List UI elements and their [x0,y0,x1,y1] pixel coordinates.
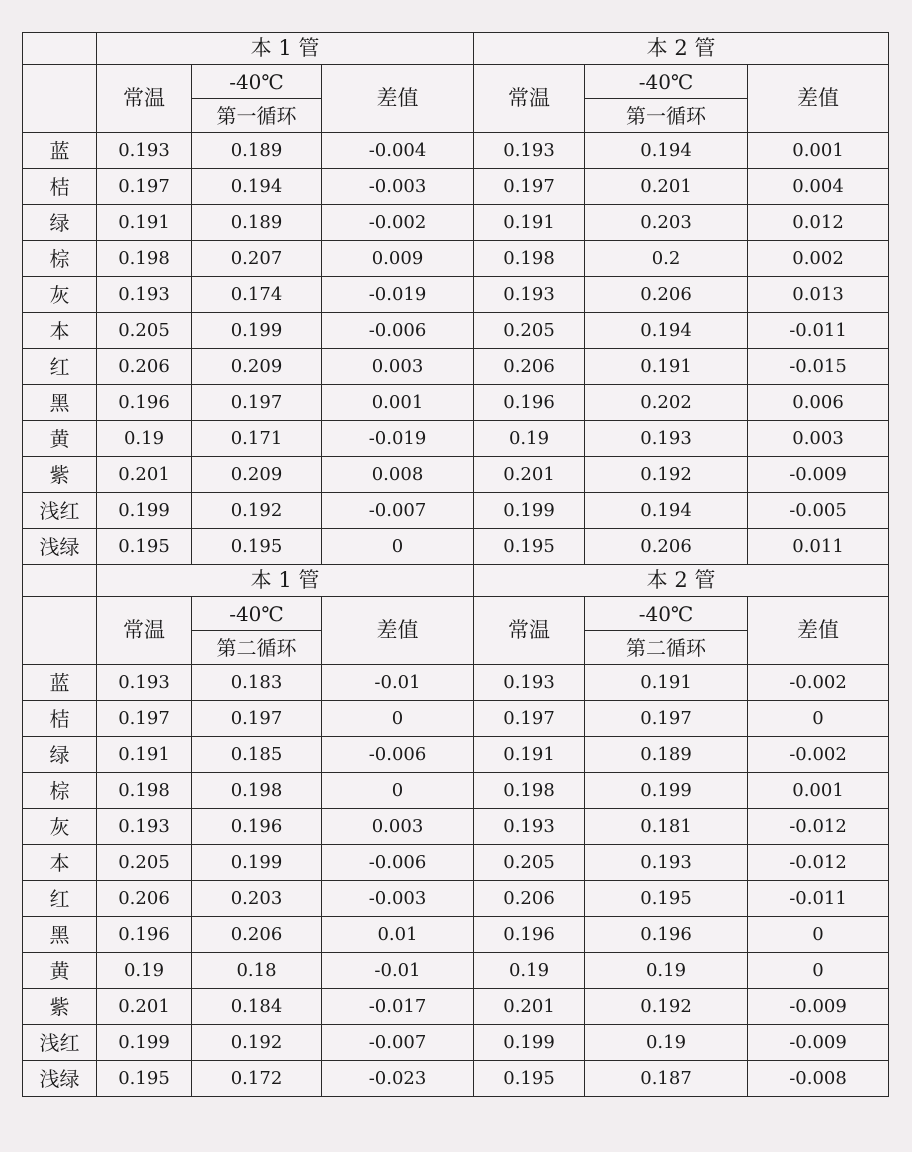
pipe-1-diff-value: -0.003 [322,881,474,917]
pipe-2-cold-value: 0.194 [585,313,748,349]
table-row [23,809,889,845]
pipe-2-cold-value: 0.2 [585,241,748,277]
row-label: 本 [23,313,97,349]
row-label: 灰 [23,809,97,845]
pipe-2-cold-value: 0.201 [585,169,748,205]
pipe-1-normal-value: 0.205 [97,845,192,881]
pipe-2-cold-value: 0.192 [585,457,748,493]
pipe-2-diff-value: -0.012 [748,845,889,881]
row-label: 紫 [23,989,97,1025]
table-row [23,457,889,493]
pipe-2-normal-value: 0.193 [474,665,585,701]
pipe-2-diff-value: 0.012 [748,205,889,241]
pipe-1-diff-value: 0 [322,701,474,737]
pipe-1-diff-value: 0 [322,773,474,809]
row-label: 桔 [23,169,97,205]
pipe-2-diff-value: -0.011 [748,313,889,349]
table-row [23,349,889,385]
pipe-2-normal-value: 0.191 [474,205,585,241]
pipe-2-normal-value: 0.193 [474,133,585,169]
header-difference: 差值 [322,597,474,665]
pipe-2-normal-value: 0.195 [474,1061,585,1097]
pipe-1-cold-value: 0.197 [192,701,322,737]
pipe-1-normal-value: 0.19 [97,953,192,989]
measurement-table-cycle-2 [22,564,889,1097]
table-row [23,881,889,917]
pipe-1-normal-value: 0.193 [97,277,192,313]
header-minus-40c: -40℃ [585,597,748,631]
pipe-1-cold-value: 0.197 [192,385,322,421]
group-header-pipe-1: 本 1 管 [97,33,474,65]
pipe-2-diff-value: -0.009 [748,989,889,1025]
label-header-cell [23,597,97,665]
pipe-2-cold-value: 0.199 [585,773,748,809]
header-difference: 差值 [748,65,889,133]
table-row [23,169,889,205]
document-sheet [22,32,888,1097]
pipe-2-normal-value: 0.196 [474,385,585,421]
pipe-1-cold-value: 0.192 [192,493,322,529]
pipe-2-cold-value: 0.196 [585,917,748,953]
table-row [23,737,889,773]
pipe-1-diff-value: -0.007 [322,493,474,529]
row-label: 蓝 [23,665,97,701]
pipe-2-normal-value: 0.201 [474,989,585,1025]
pipe-1-diff-value: -0.019 [322,277,474,313]
row-label: 浅红 [23,493,97,529]
row-label: 绿 [23,205,97,241]
pipe-1-cold-value: 0.209 [192,457,322,493]
pipe-1-diff-value: -0.006 [322,737,474,773]
table-row [23,277,889,313]
pipe-1-diff-value: 0.003 [322,809,474,845]
row-label: 红 [23,349,97,385]
pipe-2-diff-value: -0.009 [748,1025,889,1061]
pipe-1-diff-value: 0.009 [322,241,474,277]
tables-container [22,32,888,1097]
pipe-1-diff-value: -0.023 [322,1061,474,1097]
row-label: 红 [23,881,97,917]
pipe-1-cold-value: 0.192 [192,1025,322,1061]
pipe-2-normal-value: 0.19 [474,421,585,457]
pipe-2-diff-value: 0 [748,917,889,953]
pipe-2-cold-value: 0.202 [585,385,748,421]
pipe-1-cold-value: 0.195 [192,529,322,565]
header-normal-temp: 常温 [474,597,585,665]
pipe-1-cold-value: 0.196 [192,809,322,845]
pipe-1-diff-value: -0.002 [322,205,474,241]
corner-cell [23,33,97,65]
pipe-2-normal-value: 0.206 [474,881,585,917]
pipe-1-normal-value: 0.193 [97,809,192,845]
pipe-2-diff-value: 0.011 [748,529,889,565]
pipe-1-normal-value: 0.205 [97,313,192,349]
pipe-2-cold-value: 0.191 [585,665,748,701]
pipe-1-diff-value: 0 [322,529,474,565]
pipe-1-diff-value: -0.01 [322,665,474,701]
table-row [23,845,889,881]
pipe-1-normal-value: 0.197 [97,169,192,205]
row-label: 桔 [23,701,97,737]
table-row [23,773,889,809]
pipe-1-normal-value: 0.201 [97,989,192,1025]
pipe-2-cold-value: 0.191 [585,349,748,385]
pipe-2-cold-value: 0.189 [585,737,748,773]
row-label: 黑 [23,917,97,953]
row-label: 棕 [23,241,97,277]
pipe-2-diff-value: 0.006 [748,385,889,421]
pipe-2-cold-value: 0.194 [585,493,748,529]
pipe-2-cold-value: 0.193 [585,845,748,881]
pipe-2-normal-value: 0.198 [474,241,585,277]
row-label: 灰 [23,277,97,313]
pipe-2-diff-value: -0.012 [748,809,889,845]
row-label: 浅绿 [23,1061,97,1097]
row-label: 黄 [23,953,97,989]
header-cycle: 第一循环 [585,99,748,133]
pipe-1-cold-value: 0.199 [192,313,322,349]
pipe-1-cold-value: 0.184 [192,989,322,1025]
table-row [23,1025,889,1061]
pipe-2-diff-value: -0.015 [748,349,889,385]
pipe-2-diff-value: 0.004 [748,169,889,205]
pipe-2-normal-value: 0.193 [474,809,585,845]
pipe-2-normal-value: 0.191 [474,737,585,773]
pipe-1-normal-value: 0.206 [97,881,192,917]
pipe-2-cold-value: 0.197 [585,701,748,737]
header-normal-temp: 常温 [474,65,585,133]
table-row [23,133,889,169]
pipe-1-normal-value: 0.201 [97,457,192,493]
pipe-1-cold-value: 0.172 [192,1061,322,1097]
pipe-1-normal-value: 0.196 [97,917,192,953]
pipe-2-normal-value: 0.206 [474,349,585,385]
pipe-2-cold-value: 0.181 [585,809,748,845]
pipe-2-diff-value: 0.003 [748,421,889,457]
pipe-1-cold-value: 0.174 [192,277,322,313]
pipe-2-diff-value: -0.002 [748,665,889,701]
table-row [23,205,889,241]
header-minus-40c: -40℃ [192,597,322,631]
corner-cell [23,565,97,597]
table-row [23,917,889,953]
pipe-2-cold-value: 0.194 [585,133,748,169]
table-row [23,989,889,1025]
pipe-1-normal-value: 0.198 [97,773,192,809]
pipe-2-diff-value: -0.005 [748,493,889,529]
pipe-2-normal-value: 0.197 [474,169,585,205]
pipe-2-cold-value: 0.187 [585,1061,748,1097]
pipe-2-normal-value: 0.199 [474,1025,585,1061]
row-label: 本 [23,845,97,881]
pipe-2-cold-value: 0.19 [585,1025,748,1061]
header-minus-40c: -40℃ [192,65,322,99]
pipe-1-diff-value: 0.01 [322,917,474,953]
group-header-pipe-1: 本 1 管 [97,565,474,597]
row-label: 绿 [23,737,97,773]
group-header-pipe-2: 本 2 管 [474,33,889,65]
measurement-table-cycle-1 [22,32,889,565]
header-cycle: 第一循环 [192,99,322,133]
row-label: 紫 [23,457,97,493]
sub-header-row [23,597,889,631]
pipe-1-normal-value: 0.196 [97,385,192,421]
pipe-2-cold-value: 0.206 [585,277,748,313]
table-row [23,313,889,349]
pipe-2-normal-value: 0.195 [474,529,585,565]
pipe-1-normal-value: 0.199 [97,1025,192,1061]
pipe-2-cold-value: 0.193 [585,421,748,457]
pipe-1-cold-value: 0.189 [192,205,322,241]
pipe-1-cold-value: 0.18 [192,953,322,989]
pipe-2-diff-value: 0 [748,953,889,989]
pipe-1-normal-value: 0.195 [97,1061,192,1097]
pipe-1-cold-value: 0.199 [192,845,322,881]
label-header-cell [23,65,97,133]
table-row [23,529,889,565]
pipe-2-cold-value: 0.206 [585,529,748,565]
pipe-1-normal-value: 0.198 [97,241,192,277]
sub-header-row [23,65,889,99]
pipe-1-diff-value: -0.007 [322,1025,474,1061]
row-label: 浅红 [23,1025,97,1061]
table-row [23,1061,889,1097]
pipe-2-normal-value: 0.19 [474,953,585,989]
table-row [23,385,889,421]
pipe-1-normal-value: 0.193 [97,133,192,169]
pipe-1-normal-value: 0.195 [97,529,192,565]
pipe-1-diff-value: -0.004 [322,133,474,169]
pipe-1-cold-value: 0.206 [192,917,322,953]
header-normal-temp: 常温 [97,597,192,665]
pipe-2-diff-value: -0.008 [748,1061,889,1097]
pipe-2-cold-value: 0.192 [585,989,748,1025]
pipe-1-diff-value: -0.006 [322,313,474,349]
group-header-row [23,565,889,597]
table-row [23,493,889,529]
pipe-2-normal-value: 0.198 [474,773,585,809]
pipe-1-cold-value: 0.189 [192,133,322,169]
pipe-1-normal-value: 0.199 [97,493,192,529]
pipe-1-normal-value: 0.197 [97,701,192,737]
pipe-1-normal-value: 0.191 [97,205,192,241]
pipe-1-diff-value: 0.003 [322,349,474,385]
pipe-2-diff-value: 0.002 [748,241,889,277]
pipe-2-diff-value: 0.001 [748,133,889,169]
row-label: 棕 [23,773,97,809]
pipe-1-normal-value: 0.206 [97,349,192,385]
pipe-2-normal-value: 0.201 [474,457,585,493]
row-label: 浅绿 [23,529,97,565]
pipe-2-cold-value: 0.203 [585,205,748,241]
pipe-1-cold-value: 0.198 [192,773,322,809]
pipe-1-diff-value: -0.01 [322,953,474,989]
table-row [23,421,889,457]
pipe-1-cold-value: 0.209 [192,349,322,385]
pipe-1-diff-value: -0.019 [322,421,474,457]
pipe-1-diff-value: 0.001 [322,385,474,421]
row-label: 黄 [23,421,97,457]
header-difference: 差值 [748,597,889,665]
pipe-1-cold-value: 0.185 [192,737,322,773]
table-row [23,701,889,737]
pipe-2-normal-value: 0.199 [474,493,585,529]
header-minus-40c: -40℃ [585,65,748,99]
table-row [23,953,889,989]
header-cycle: 第二循环 [585,631,748,665]
pipe-1-diff-value: 0.008 [322,457,474,493]
pipe-2-diff-value: -0.011 [748,881,889,917]
pipe-1-normal-value: 0.19 [97,421,192,457]
table-row [23,241,889,277]
header-difference: 差值 [322,65,474,133]
pipe-1-diff-value: -0.003 [322,169,474,205]
pipe-1-cold-value: 0.183 [192,665,322,701]
pipe-2-cold-value: 0.19 [585,953,748,989]
pipe-2-diff-value: 0.001 [748,773,889,809]
pipe-2-normal-value: 0.197 [474,701,585,737]
pipe-1-normal-value: 0.193 [97,665,192,701]
pipe-2-normal-value: 0.205 [474,313,585,349]
pipe-2-diff-value: -0.002 [748,737,889,773]
pipe-1-cold-value: 0.207 [192,241,322,277]
pipe-2-normal-value: 0.193 [474,277,585,313]
pipe-1-cold-value: 0.203 [192,881,322,917]
pipe-2-normal-value: 0.205 [474,845,585,881]
table-row [23,665,889,701]
pipe-1-diff-value: -0.006 [322,845,474,881]
group-header-row [23,33,889,65]
pipe-2-diff-value: -0.009 [748,457,889,493]
row-label: 蓝 [23,133,97,169]
pipe-1-diff-value: -0.017 [322,989,474,1025]
group-header-pipe-2: 本 2 管 [474,565,889,597]
header-cycle: 第二循环 [192,631,322,665]
pipe-1-cold-value: 0.171 [192,421,322,457]
pipe-2-cold-value: 0.195 [585,881,748,917]
pipe-1-normal-value: 0.191 [97,737,192,773]
header-normal-temp: 常温 [97,65,192,133]
row-label: 黑 [23,385,97,421]
pipe-1-cold-value: 0.194 [192,169,322,205]
pipe-2-diff-value: 0 [748,701,889,737]
pipe-2-diff-value: 0.013 [748,277,889,313]
pipe-2-normal-value: 0.196 [474,917,585,953]
